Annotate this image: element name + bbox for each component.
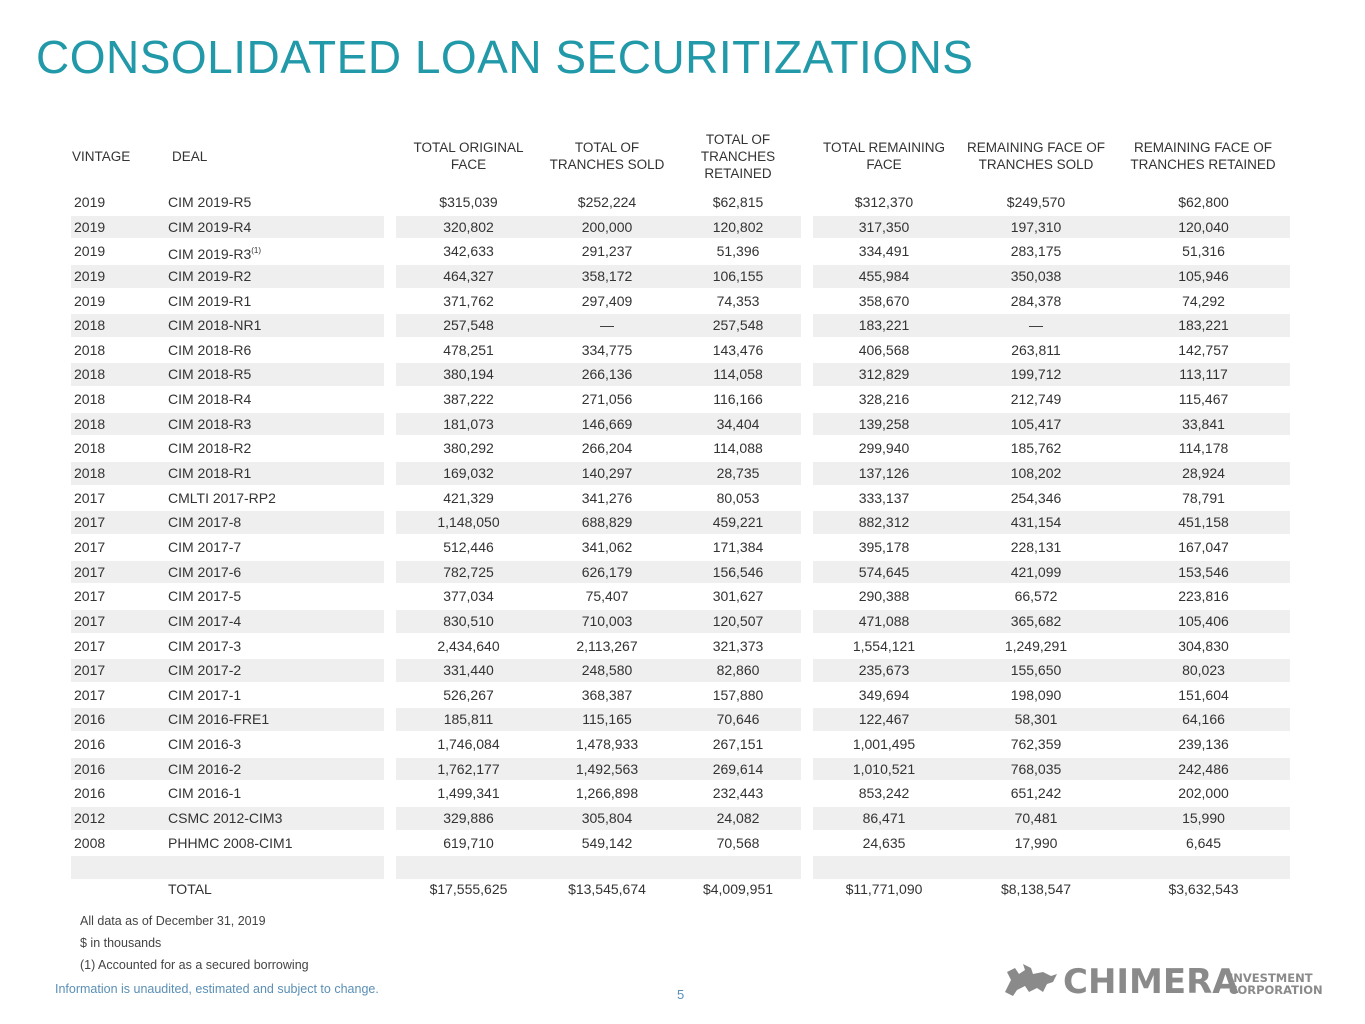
remaining-face-cell: 1,001,495 (852, 736, 916, 753)
remaining-face-cell: 334,491 (858, 243, 910, 260)
deal-name: CSMC 2012-CIM3 (168, 810, 283, 827)
tranches-retained-cell: 114,088 (713, 440, 763, 457)
remaining-face-cell: 24,635 (862, 834, 906, 851)
tranches-sold-cell: 358,172 (581, 267, 633, 284)
table-row (71, 609, 1290, 634)
page-title: CONSOLIDATED LOAN SECURITIZATIONS (36, 31, 974, 83)
remaining-sold-cell: 762,359 (1010, 736, 1062, 753)
tranches-sold-cell: 75,407 (585, 588, 629, 605)
vintage-cell: 2018 (74, 341, 106, 358)
deal-name: CIM 2017-6 (168, 563, 242, 580)
remaining-sold-cell: 197,310 (1010, 218, 1062, 235)
tranches-retained-cell: 156,546 (712, 563, 764, 580)
remaining-retained-cell: $62,800 (1178, 194, 1229, 210)
deal-name: CIM 2019-R4 (168, 218, 252, 235)
remaining-face-cell: 122,467 (858, 711, 910, 728)
table-row (71, 806, 1290, 831)
remaining-sold-cell: 66,572 (1014, 588, 1058, 605)
remaining-sold-cell: 283,175 (1010, 243, 1062, 260)
chimera-beast-icon (1003, 962, 1059, 998)
table-row (71, 560, 1290, 585)
deal-cell (168, 387, 251, 412)
remaining-retained-cell: 115,467 (1178, 391, 1229, 408)
header-remaining-face-sold: REMAINING FACE OF TRANCHES SOLD (966, 140, 1105, 172)
tranches-retained-cell: 459,221 (712, 514, 764, 531)
vintage-cell: 2017 (74, 686, 106, 703)
original-face-cell: 1,762,177 (437, 760, 500, 777)
vintage-cell: 2016 (74, 736, 106, 753)
total-label: TOTAL (168, 881, 212, 897)
deal-name: CIM 2017-5 (168, 588, 242, 605)
remaining-sold-cell: 105,417 (1010, 415, 1062, 432)
remaining-face-cell: 882,312 (858, 514, 910, 531)
deal-name: CIM 2019-R5 (168, 194, 252, 210)
deal-name: CIM 2016-1 (168, 785, 242, 802)
original-face-cell: 830,510 (443, 612, 494, 629)
deal-cell (168, 362, 251, 387)
remaining-face-cell: 349,694 (858, 686, 910, 703)
original-face-cell: 526,267 (443, 686, 494, 703)
header-remaining-face-retained: REMAINING FACE OF TRANCHES RETAINED (1130, 140, 1276, 172)
header-deal: DEAL (172, 149, 208, 164)
tranches-sold-cell: 1,266,898 (575, 785, 639, 802)
tranches-retained-cell: 157,880 (712, 686, 764, 703)
remaining-face-cell: $312,370 (854, 194, 914, 210)
remaining-face-cell: 455,984 (858, 267, 910, 284)
remaining-retained-cell: 167,047 (1178, 538, 1229, 555)
logo-subtitle: INVESTMENT CORPORATION (1229, 971, 1323, 997)
tranches-retained-cell: 70,646 (716, 711, 760, 728)
table-row (71, 535, 1290, 560)
deal-name: CMLTI 2017-RP2 (168, 489, 276, 506)
tranches-sold-cell: 341,062 (581, 538, 633, 555)
remaining-face-cell: 86,471 (862, 810, 906, 827)
original-face-cell: 1,746,084 (437, 736, 500, 753)
remaining-sold-cell: 263,811 (1011, 341, 1061, 358)
deal-cell (168, 560, 241, 585)
tranches-retained-cell: 171,384 (712, 538, 764, 555)
remaining-retained-cell: 33,841 (1182, 415, 1225, 432)
remaining-sold-cell: 254,346 (1010, 489, 1062, 506)
original-face-cell: 380,292 (443, 440, 494, 457)
note-secured-borrowing: (1) Accounted for as a secured borrowing (80, 958, 309, 972)
vintage-cell: 2017 (74, 637, 106, 654)
remaining-face-cell: 139,258 (858, 415, 910, 432)
remaining-face-cell: 183,221 (858, 317, 910, 334)
table-row (71, 215, 1290, 240)
tranches-sold-cell: 549,142 (581, 834, 633, 851)
total-tranches-retained: $4,009,951 (702, 881, 774, 897)
tranches-sold-cell: 688,829 (581, 514, 633, 531)
original-face-cell: 2,434,640 (437, 637, 500, 654)
deal-cell (168, 190, 251, 215)
deal-name: CIM 2017-2 (168, 662, 242, 679)
remaining-sold-cell: 421,099 (1010, 563, 1062, 580)
remaining-retained-cell: 142,757 (1178, 341, 1229, 358)
deal-cell (168, 461, 251, 486)
deal-cell (168, 289, 251, 314)
remaining-face-cell: 328,216 (858, 391, 910, 408)
remaining-retained-cell: 223,816 (1178, 588, 1229, 605)
table-row (71, 239, 1290, 264)
remaining-sold-cell: 70,481 (1014, 810, 1058, 827)
table-row (71, 338, 1290, 363)
tranches-sold-cell: 248,580 (581, 662, 633, 679)
tranches-retained-cell: 120,802 (712, 218, 764, 235)
remaining-face-cell: 137,126 (858, 465, 910, 482)
tranches-sold-cell: 140,297 (581, 465, 633, 482)
vintage-cell: 2017 (74, 538, 106, 555)
tranches-retained-cell: 321,373 (712, 637, 764, 654)
header-total-tranches-sold: TOTAL OF TRANCHES SOLD (549, 140, 665, 172)
deal-cell (168, 658, 241, 683)
remaining-sold-cell: 228,131 (1010, 538, 1062, 555)
deal-cell (168, 215, 251, 240)
deal-cell (168, 338, 251, 363)
remaining-retained-cell: 153,546 (1178, 563, 1229, 580)
tranches-retained-cell: 114,058 (713, 366, 763, 383)
remaining-sold-cell: $249,570 (1006, 194, 1066, 210)
vintage-cell: 2017 (74, 588, 106, 605)
deal-cell (168, 264, 251, 289)
deal-name: CIM 2018-R5 (168, 366, 252, 383)
deal-name: CIM 2018-R6 (168, 341, 252, 358)
remaining-face-cell: 317,350 (858, 218, 910, 235)
original-face-cell: 169,032 (443, 465, 494, 482)
original-face-cell: 257,548 (443, 317, 494, 334)
original-face-cell: 1,148,050 (437, 514, 500, 531)
tranches-retained-cell: 24,082 (716, 810, 760, 827)
header-total-tranches-retained: TOTAL OF TRANCHES RETAINED (700, 132, 776, 181)
tranches-sold-cell: 266,204 (581, 440, 633, 457)
table-row (71, 831, 1290, 856)
tranches-sold-cell: 266,136 (581, 366, 633, 383)
vintage-cell: 2017 (74, 563, 106, 580)
total-row (71, 877, 1290, 901)
remaining-sold-cell: 17,990 (1014, 834, 1058, 851)
remaining-face-cell: 471,088 (858, 612, 910, 629)
deal-name: CIM 2018-R3 (168, 415, 252, 432)
deal-name: CIM 2019-R3 (168, 246, 252, 263)
remaining-retained-cell: 114,178 (1178, 440, 1229, 457)
table-row (71, 757, 1290, 782)
remaining-sold-cell: 1,249,291 (1004, 637, 1068, 654)
remaining-retained-cell: 304,830 (1178, 637, 1229, 654)
tranches-sold-cell: 297,409 (581, 292, 633, 309)
tranches-retained-cell: 74,353 (716, 292, 760, 309)
tranches-sold-cell: 626,179 (581, 563, 633, 580)
deal-name: PHHMC 2008-CIM1 (168, 834, 293, 851)
remaining-sold-cell: 212,749 (1010, 391, 1062, 408)
total-original-face: $17,555,625 (429, 881, 508, 897)
vintage-cell: 2018 (74, 366, 106, 383)
remaining-sold-cell: 768,035 (1010, 760, 1062, 777)
original-face-cell: 329,886 (443, 810, 494, 827)
tranches-sold-cell: 1,492,563 (575, 760, 639, 777)
remaining-face-cell: 1,010,521 (852, 760, 916, 777)
deal-name: CIM 2018-R1 (168, 465, 252, 482)
remaining-face-cell: 358,670 (858, 292, 910, 309)
tranches-retained-cell: 80,053 (716, 489, 760, 506)
remaining-retained-cell: 105,406 (1178, 612, 1229, 629)
chimera-logo (1003, 960, 1343, 1000)
original-face-cell: 512,446 (443, 538, 494, 555)
table-row (71, 313, 1290, 338)
note-as-of: All data as of December 31, 2019 (80, 914, 266, 928)
tranches-retained-cell: 34,404 (716, 415, 760, 432)
tranches-sold-cell: — (600, 317, 614, 334)
tranches-sold-cell: 1,478,933 (575, 736, 639, 753)
tranches-retained-cell: 82,860 (716, 662, 760, 679)
table-row (71, 486, 1290, 511)
tranches-retained-cell: 116,166 (713, 391, 763, 408)
deal-name: CIM 2016-3 (168, 736, 242, 753)
deal-name: CIM 2017-8 (168, 514, 242, 531)
deal-name: CIM 2016-FRE1 (168, 711, 270, 728)
vintage-cell: 2019 (74, 243, 106, 260)
vintage-cell: 2017 (74, 489, 106, 506)
vintage-cell: 2019 (74, 194, 106, 210)
tranches-sold-cell: 368,387 (581, 686, 633, 703)
table-row (71, 436, 1290, 461)
deal-name: CIM 2016-2 (168, 760, 242, 777)
deal-name: CIM 2017-3 (168, 637, 242, 654)
remaining-face-cell: 574,645 (858, 563, 910, 580)
deal-cell (168, 757, 241, 782)
total-remaining-retained: $3,632,543 (1168, 881, 1239, 897)
header-total-original-face: TOTAL ORIGINAL FACE (413, 140, 524, 172)
vintage-cell: 2019 (74, 218, 106, 235)
remaining-retained-cell: 74,292 (1182, 292, 1225, 309)
remaining-sold-cell: 108,202 (1010, 465, 1062, 482)
remaining-face-cell: 395,178 (858, 538, 910, 555)
remaining-sold-cell: 651,242 (1010, 785, 1062, 802)
vintage-cell: 2016 (74, 760, 106, 777)
table-row (71, 634, 1290, 659)
header-total-remaining-face: TOTAL REMAINING FACE (822, 140, 945, 172)
tranches-retained-cell: 120,507 (712, 612, 764, 629)
vintage-cell: 2017 (74, 662, 106, 679)
deal-cell (168, 634, 241, 659)
deal-name: CIM 2019-R2 (168, 267, 252, 284)
remaining-sold-cell: 185,762 (1010, 440, 1062, 457)
tranches-sold-cell: $252,224 (577, 194, 637, 210)
tranches-retained-cell: 267,151 (712, 736, 764, 753)
remaining-retained-cell: 113,117 (1179, 366, 1228, 383)
logo-name: CHIMERA (1063, 962, 1239, 1002)
remaining-sold-cell: 155,650 (1010, 662, 1062, 679)
deal-cell (168, 584, 241, 609)
original-face-cell: 377,034 (443, 588, 494, 605)
table-row (71, 190, 1290, 215)
footnote-marker: (1) (251, 246, 262, 256)
tranches-retained-cell: 232,443 (712, 785, 764, 802)
table-row (71, 264, 1290, 289)
table-row (71, 584, 1290, 609)
remaining-face-cell: 235,673 (858, 662, 910, 679)
remaining-sold-cell: 350,038 (1010, 267, 1062, 284)
tranches-sold-cell: 710,003 (581, 612, 633, 629)
tranches-retained-cell: 70,568 (716, 834, 760, 851)
original-face-cell: 342,633 (443, 243, 494, 260)
total-remaining-sold: $8,138,547 (1000, 881, 1072, 897)
remaining-retained-cell: 242,486 (1178, 760, 1229, 777)
tranches-sold-cell: 200,000 (581, 218, 633, 235)
table-row (71, 707, 1290, 732)
original-face-cell: 478,251 (443, 341, 494, 358)
vintage-cell: 2012 (74, 810, 106, 827)
tranches-sold-cell: 341,276 (581, 489, 633, 506)
remaining-face-cell: 299,940 (858, 440, 910, 457)
deal-name: CIM 2019-R1 (168, 292, 252, 309)
remaining-face-cell: 333,137 (858, 489, 910, 506)
remaining-retained-cell: 80,023 (1182, 662, 1225, 679)
tranches-sold-cell: 334,775 (581, 341, 633, 358)
remaining-retained-cell: 105,946 (1178, 267, 1229, 284)
vintage-cell: 2017 (74, 514, 106, 531)
deal-cell (168, 806, 282, 831)
vintage-cell: 2018 (74, 440, 106, 457)
deal-cell (168, 535, 241, 560)
table-row (71, 412, 1290, 437)
deal-cell (168, 313, 261, 338)
disclaimer: Information is unaudited, estimated and subject to change. (55, 982, 379, 996)
vintage-cell: 2018 (74, 465, 106, 482)
original-face-cell: 185,811 (443, 711, 494, 728)
remaining-face-cell: 406,568 (858, 341, 910, 358)
table-row (71, 461, 1290, 486)
tranches-sold-cell: 146,669 (581, 415, 633, 432)
table-row (71, 387, 1290, 412)
deal-name: CIM 2017-1 (168, 686, 242, 703)
note-units: $ in thousands (80, 936, 162, 950)
tranches-retained-cell: 301,627 (712, 588, 764, 605)
total-tranches-sold: $13,545,674 (568, 881, 646, 897)
remaining-retained-cell: 120,040 (1178, 218, 1229, 235)
total-remaining-face: $11,771,090 (845, 881, 923, 897)
original-face-cell: $315,039 (439, 194, 498, 210)
tranches-retained-cell: 106,155 (712, 267, 764, 284)
remaining-sold-cell: — (1029, 317, 1043, 334)
original-face-cell: 331,440 (443, 662, 494, 679)
tranches-sold-cell: 2,113,267 (576, 637, 638, 654)
table-row (71, 362, 1290, 387)
deal-cell (168, 707, 269, 732)
deal-cell (168, 486, 276, 511)
vintage-cell: 2016 (74, 785, 106, 802)
table-row (71, 781, 1290, 806)
original-face-cell: 619,710 (443, 834, 494, 851)
remaining-retained-cell: 6,645 (1185, 834, 1222, 851)
remaining-sold-cell: 198,090 (1010, 686, 1062, 703)
securitizations-table (71, 190, 1290, 880)
tranches-sold-cell: 115,165 (582, 711, 632, 728)
deal-cell (168, 609, 241, 634)
remaining-retained-cell: 239,136 (1178, 736, 1229, 753)
remaining-retained-cell: 202,000 (1178, 785, 1229, 802)
footnotes (80, 910, 309, 976)
table-row (71, 683, 1290, 708)
deal-cell (168, 683, 241, 708)
deal-cell (168, 239, 261, 267)
tranches-retained-cell: 51,396 (716, 243, 760, 260)
remaining-sold-cell: 284,378 (1010, 292, 1062, 309)
original-face-cell: 782,725 (443, 563, 494, 580)
vintage-cell: 2019 (74, 292, 106, 309)
remaining-retained-cell: 64,166 (1182, 711, 1225, 728)
vintage-cell: 2018 (74, 391, 106, 408)
original-face-cell: 421,329 (443, 489, 494, 506)
deal-cell (168, 412, 251, 437)
remaining-sold-cell: 58,301 (1014, 711, 1058, 728)
tranches-sold-cell: 305,804 (581, 810, 633, 827)
header-vintage: VINTAGE (72, 149, 131, 164)
tranches-retained-cell: $62,815 (712, 194, 764, 210)
tranches-retained-cell: 143,476 (712, 341, 764, 358)
vintage-cell: 2016 (74, 711, 106, 728)
deal-cell (168, 831, 292, 856)
deal-name: CIM 2017-4 (168, 612, 242, 629)
deal-cell (168, 510, 241, 535)
deal-cell (168, 732, 241, 757)
remaining-sold-cell: 199,712 (1010, 366, 1062, 383)
vintage-cell: 2017 (74, 612, 106, 629)
remaining-sold-cell: 431,154 (1010, 514, 1062, 531)
original-face-cell: 464,327 (443, 267, 494, 284)
original-face-cell: 380,194 (443, 366, 494, 383)
tranches-sold-cell: 271,056 (581, 391, 633, 408)
remaining-retained-cell: 15,990 (1182, 810, 1225, 827)
deal-cell (168, 436, 251, 461)
vintage-cell: 2008 (74, 834, 106, 851)
remaining-face-cell: 290,388 (858, 588, 910, 605)
original-face-cell: 181,073 (443, 415, 494, 432)
remaining-face-cell: 1,554,121 (852, 637, 916, 654)
remaining-face-cell: 312,829 (858, 366, 910, 383)
remaining-face-cell: 853,242 (858, 785, 910, 802)
deal-name: CIM 2018-NR1 (168, 317, 262, 334)
vintage-cell: 2018 (74, 415, 106, 432)
vintage-cell: 2019 (74, 267, 106, 284)
remaining-sold-cell: 365,682 (1010, 612, 1062, 629)
tranches-retained-cell: 28,735 (716, 465, 760, 482)
table-row (71, 510, 1290, 535)
table-row (71, 289, 1290, 314)
remaining-retained-cell: 78,791 (1182, 489, 1225, 506)
table-row (71, 732, 1290, 757)
original-face-cell: 371,762 (443, 292, 494, 309)
table-row (71, 658, 1290, 683)
deal-cell (168, 781, 241, 806)
vintage-cell: 2018 (74, 317, 106, 334)
original-face-cell: 387,222 (443, 391, 494, 408)
remaining-retained-cell: 151,604 (1178, 686, 1229, 703)
page-number: 5 (677, 987, 685, 1002)
remaining-retained-cell: 451,158 (1178, 514, 1229, 531)
remaining-retained-cell: 28,924 (1182, 465, 1225, 482)
deal-name: CIM 2018-R4 (168, 391, 252, 408)
tranches-retained-cell: 269,614 (712, 760, 764, 777)
remaining-retained-cell: 51,316 (1182, 243, 1225, 260)
original-face-cell: 320,802 (443, 218, 494, 235)
tranches-sold-cell: 291,237 (581, 243, 633, 260)
deal-name: CIM 2017-7 (168, 538, 242, 555)
tranches-retained-cell: 257,548 (712, 317, 764, 334)
deal-name: CIM 2018-R2 (168, 440, 252, 457)
original-face-cell: 1,499,341 (437, 785, 500, 802)
remaining-retained-cell: 183,221 (1178, 317, 1229, 334)
